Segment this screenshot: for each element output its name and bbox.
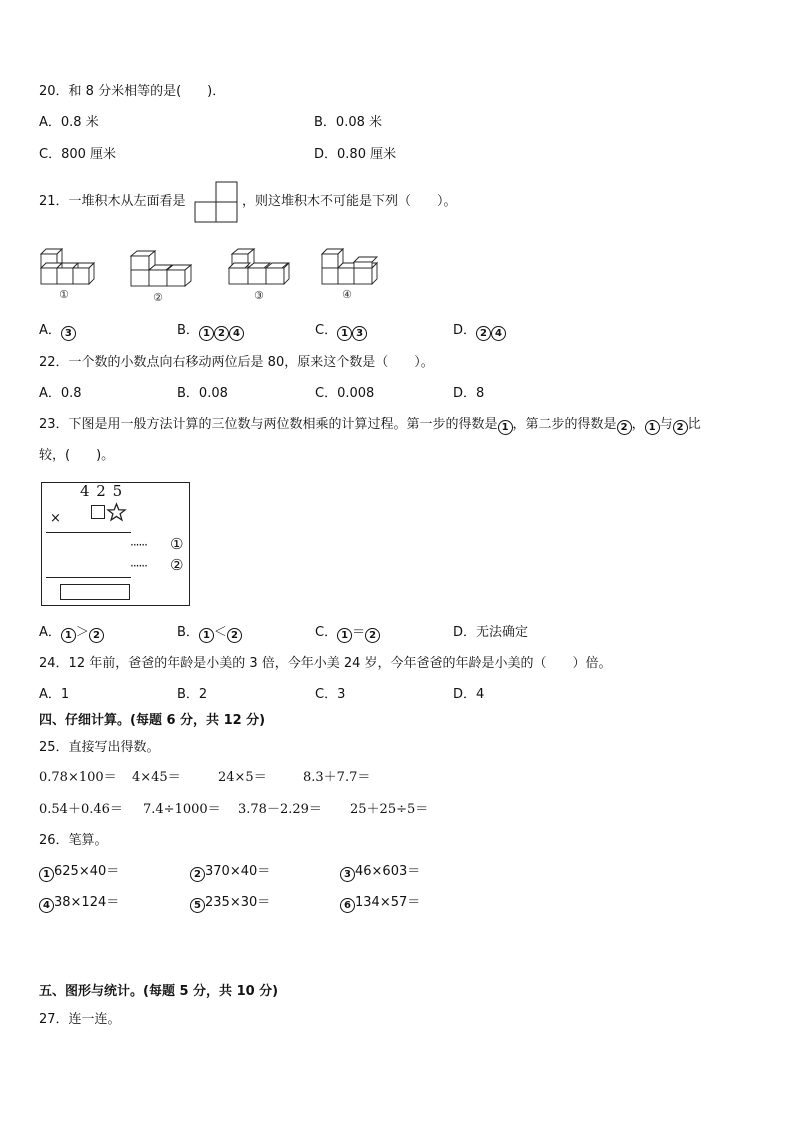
circled-number: 2: [190, 867, 205, 882]
q23-mark-1: ①: [170, 535, 184, 553]
q23-rule-2: [46, 577, 131, 578]
q23-rule-1: [46, 532, 131, 533]
q20-option-a: A．0.8 米: [39, 115, 99, 130]
q25-expr: 8.3＋7.7＝: [303, 770, 371, 785]
circled-number: 1: [39, 867, 54, 882]
circled-number: 5: [190, 898, 205, 913]
q23-option-d: D．无法确定: [453, 625, 529, 640]
q24-option-b: B．2: [177, 687, 208, 702]
q23-calculation-figure: [41, 482, 190, 606]
q21-option-a: A． 3: [39, 324, 76, 341]
q23-mark-2: ②: [170, 556, 184, 574]
circled-number: 3: [340, 867, 355, 882]
circled-number: 1: [199, 326, 214, 341]
q21-figure-label-4: ④: [342, 288, 352, 301]
square-icon: [91, 505, 105, 519]
section-4-heading: 四、仔细计算。(每题 6 分，共 12 分): [39, 713, 266, 728]
q22-option-c: C．0.008: [315, 386, 375, 401]
circled-number: 1: [645, 420, 660, 435]
circled-number: 1: [61, 628, 76, 643]
q21-option-b: B． 1 2 4: [177, 324, 244, 341]
circled-number: 2: [214, 326, 229, 341]
q25-expr: 4×45＝: [132, 770, 181, 785]
q24-option-c: C．3: [315, 687, 346, 702]
circled-number: 6: [340, 898, 355, 913]
q23-option-c: C． 1 ＝ 2: [315, 626, 380, 643]
star-icon: [107, 503, 126, 521]
q22-stem: 22．一个数的小数点向右移动两位后是 80，原来这个数是（ ）。: [39, 355, 434, 370]
q25-expr: 0.54＋0.46＝: [39, 802, 123, 817]
q22-option-a: A．0.8: [39, 386, 82, 401]
circled-number: 2: [476, 326, 491, 341]
q24-option-d: D．4: [453, 687, 485, 702]
q21-figure-2: [128, 248, 198, 292]
q21-figure-label-3: ③: [254, 289, 264, 302]
q25-expr: 0.78×100＝: [39, 770, 117, 785]
q25-expr: 24×5＝: [218, 770, 267, 785]
q21-option-d: D． 2 4: [453, 324, 506, 341]
q25-expr: 7.4÷1000＝: [143, 802, 221, 817]
q20-option-b: B．0.08 米: [314, 115, 382, 130]
q21-left-view-figure: [194, 181, 240, 223]
q26-item-6: 6 134×57＝: [340, 896, 420, 913]
q21-figure-3: [228, 246, 294, 290]
q23-stem-line1: 23．下图是用一般方法计算的三位数与两位数相乘的计算过程。第一步的得数是 1 ，第二步的得数是 2 ， 1 与 2 比: [39, 417, 701, 433]
q25-expr: 25＋25÷5＝: [350, 802, 429, 817]
q20-stem: 20．和 8 分米相等的是( )．: [39, 84, 226, 99]
q21-stem-start: 21．一堆积木从左面看是: [39, 194, 186, 209]
q23-stem-line2: 较，( )。: [39, 448, 115, 463]
q23-multiplicand: 4 2 5: [80, 482, 124, 500]
q23-dots-2: ······: [130, 559, 147, 573]
q23-result-box: [60, 584, 130, 600]
circled-number: 1: [337, 326, 352, 341]
circled-number: 2: [617, 420, 632, 435]
circled-number: 2: [673, 420, 688, 435]
circled-number: 2: [365, 628, 380, 643]
circled-number: 4: [39, 898, 54, 913]
q23-option-b: B． 1 ＜ 2: [177, 626, 242, 643]
q21-option-c: C． 1 3: [315, 324, 367, 341]
q22-option-d: D．8: [453, 386, 485, 401]
circled-number: 4: [229, 326, 244, 341]
q21-figure-4: [321, 246, 387, 290]
circled-number: 3: [61, 326, 76, 341]
q21-figure-1: [40, 246, 100, 290]
circled-number: 2: [89, 628, 104, 643]
q26-item-2: 2 370×40＝: [190, 865, 270, 882]
q24-option-a: A．1: [39, 687, 70, 702]
circled-number: 1: [498, 420, 513, 435]
q21-figure-label-1: ①: [59, 288, 69, 301]
q23-option-a: A． 1 ＞ 2: [39, 626, 104, 643]
q26-item-1: 1 625×40＝: [39, 865, 119, 882]
circled-number: 3: [352, 326, 367, 341]
section-5-heading: 五、图形与统计。(每题 5 分，共 10 分): [39, 984, 279, 999]
q22-option-b: B．0.08: [177, 386, 228, 401]
q24-stem: 24．12 年前，爸爸的年龄是小美的 3 倍，今年小美 24 岁，今年爸爸的年龄是小美的（ ）倍。: [39, 656, 612, 671]
q26-item-5: 5 235×30＝: [190, 896, 270, 913]
q26-stem: 26．笔算。: [39, 833, 108, 848]
circled-number: 1: [199, 628, 214, 643]
q20-option-d: D．0.80 厘米: [314, 147, 397, 162]
circled-number: 2: [227, 628, 242, 643]
q25-expr: 3.78－2.29＝: [238, 802, 322, 817]
q26-item-4: 4 38×124＝: [39, 896, 119, 913]
q23-dots-1: ······: [130, 538, 147, 552]
q25-stem: 25．直接写出得数。: [39, 740, 160, 755]
q20-option-c: C．800 厘米: [39, 147, 117, 162]
q27-stem: 27．连一连。: [39, 1012, 121, 1027]
q23-times-sign: ×: [50, 511, 61, 526]
q26-item-3: 3 46×603＝: [340, 865, 420, 882]
q21-stem-end: ，则这堆积木不可能是下列（ ）。: [242, 194, 457, 209]
circled-number: 1: [337, 628, 352, 643]
q21-figure-label-2: ②: [153, 291, 163, 304]
circled-number: 4: [491, 326, 506, 341]
